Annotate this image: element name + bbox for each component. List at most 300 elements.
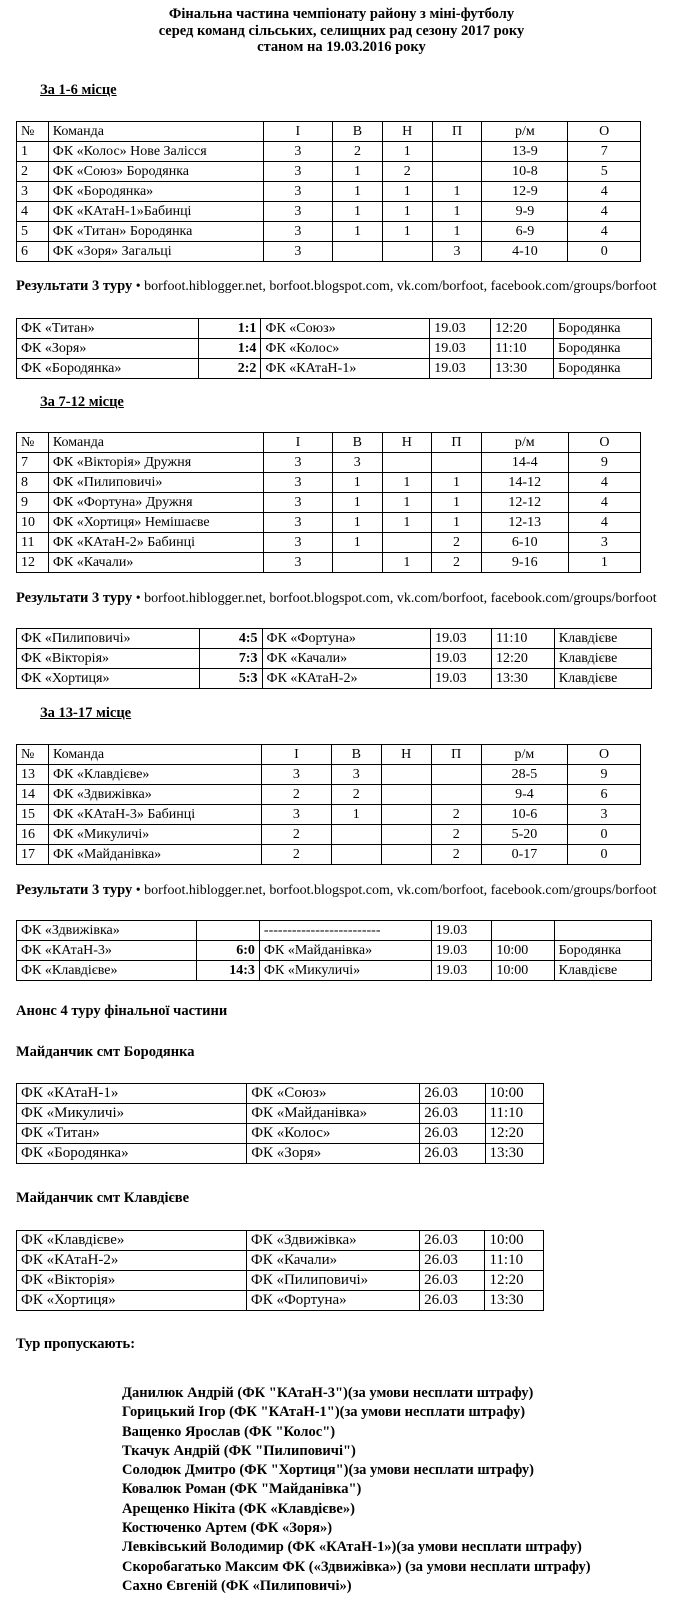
- draws-cell: 1: [382, 513, 432, 533]
- pos-cell: 17: [17, 845, 49, 865]
- team-cell: ФК «Союз» Бородянка: [48, 162, 263, 182]
- draws-cell: [381, 825, 431, 845]
- losses-cell: 1: [432, 473, 482, 493]
- date-cell: 19.03: [431, 629, 492, 649]
- played-cell: 3: [263, 142, 332, 162]
- home-team-cell: ФК «Пилиповичі»: [17, 629, 200, 649]
- team-cell: ФК «КАтаН-3» Бабинці: [48, 805, 261, 825]
- table-row: [17, 162, 641, 182]
- wins-cell: 1: [333, 533, 382, 553]
- away-team-cell: ФК «Зоря»: [247, 1144, 420, 1164]
- group3-results-table: [16, 920, 652, 981]
- played-cell: 2: [262, 845, 332, 865]
- losses-cell: 2: [431, 825, 481, 845]
- fixture-row: [17, 1144, 544, 1164]
- result-row: [17, 339, 652, 359]
- team-cell: ФК «Качали»: [48, 553, 263, 573]
- group2-heading: За 7-12 місце: [40, 394, 124, 410]
- points-cell: 0: [568, 825, 641, 845]
- fixture-row: [17, 1291, 544, 1311]
- points-cell: 3: [568, 805, 641, 825]
- wins-cell: [331, 825, 381, 845]
- team-cell: ФК «Зоря» Загальці: [48, 242, 263, 262]
- wins-cell: 1: [333, 493, 382, 513]
- table-row: [17, 473, 641, 493]
- wins-cell: 1: [333, 202, 383, 222]
- losses-cell: 1: [432, 493, 482, 513]
- draws-cell: 2: [382, 162, 432, 182]
- time-cell: 12:20: [491, 319, 554, 339]
- home-team-cell: ФК «Вікторія»: [17, 1271, 247, 1291]
- goals-cell: 5-20: [481, 825, 567, 845]
- table-row: [17, 513, 641, 533]
- title-line-2: серед команд сільських, селищних рад сезону 2017 року: [158, 22, 525, 39]
- time-cell: 11:10: [485, 1251, 544, 1271]
- pos-cell: 7: [17, 453, 49, 473]
- home-team-cell: ФК «Зоря»: [17, 339, 199, 359]
- home-team-cell: ФК «Вікторія»: [17, 649, 200, 669]
- header-cell: І: [263, 433, 332, 453]
- skip-list-item: Скоробагатько Максим ФК («Здвижівка») (за умови несплати штрафу): [122, 1558, 591, 1575]
- header-cell: П: [432, 122, 482, 142]
- goals-cell: 10-8: [482, 162, 568, 182]
- score-cell: 4:5: [200, 629, 262, 649]
- pos-cell: 9: [17, 493, 49, 513]
- results-label: Результати 3 туру: [16, 882, 133, 898]
- away-team-cell: ФК «Майданівка»: [259, 941, 431, 961]
- venue-cell: Клавдієве: [554, 669, 651, 689]
- draws-cell: 1: [382, 493, 432, 513]
- team-cell: ФК «Микуличі»: [48, 825, 261, 845]
- points-cell: 0: [568, 845, 641, 865]
- team-cell: ФК «Бородянка»: [48, 182, 263, 202]
- losses-cell: [431, 765, 481, 785]
- date-cell: 26.03: [420, 1144, 485, 1164]
- date-cell: 26.03: [420, 1291, 485, 1311]
- header-cell: №: [17, 122, 49, 142]
- team-cell: ФК «Титан» Бородянка: [48, 222, 263, 242]
- score-cell: 2:2: [199, 359, 261, 379]
- pos-cell: 8: [17, 473, 49, 493]
- time-cell: 13:30: [485, 1291, 544, 1311]
- time-cell: 11:10: [491, 339, 554, 359]
- wins-cell: 3: [333, 453, 382, 473]
- venue-cell: Бородянка: [554, 339, 652, 359]
- date-cell: 19.03: [431, 961, 492, 981]
- wins-cell: 1: [333, 222, 383, 242]
- played-cell: 3: [263, 473, 332, 493]
- pos-cell: 2: [17, 162, 49, 182]
- date-cell: 26.03: [420, 1124, 485, 1144]
- points-cell: 9: [568, 765, 641, 785]
- group2-standings-table: [16, 432, 641, 573]
- table-row: [17, 242, 641, 262]
- time-cell: 11:10: [492, 629, 555, 649]
- results-label: Результати 3 туру: [16, 590, 133, 606]
- skip-list-item: Данилюк Андрій (ФК "КАтаН-3")(за умови несплати штрафу): [122, 1385, 534, 1401]
- goals-cell: 6-9: [482, 222, 568, 242]
- skip-list-item: Горицький Ігор (ФК "КАтаН-1")(за умови несплати штрафу): [122, 1404, 526, 1421]
- fixture-row: [17, 1251, 544, 1271]
- draws-cell: 1: [382, 473, 432, 493]
- result-row: [17, 319, 652, 339]
- fixture-row: [17, 1271, 544, 1291]
- played-cell: 2: [262, 825, 332, 845]
- fixture-row: [17, 1231, 544, 1251]
- header-cell: О: [568, 122, 641, 142]
- played-cell: 3: [263, 493, 332, 513]
- points-cell: 4: [568, 222, 641, 242]
- title-line-3: станом на 19.03.2016 року: [257, 39, 426, 55]
- points-cell: 4: [568, 473, 640, 493]
- table-row: [17, 222, 641, 242]
- date-cell: 19.03: [431, 649, 492, 669]
- document-title: [0, 6, 683, 56]
- fixture-row: [17, 1084, 544, 1104]
- wins-cell: [333, 553, 382, 573]
- pos-cell: 6: [17, 242, 49, 262]
- skip-list-item: Ткачук Андрій (ФК "Пилиповичі"): [122, 1442, 356, 1459]
- team-cell: ФК «Вікторія» Дружня: [48, 453, 263, 473]
- group2-results-table: [16, 628, 652, 689]
- date-cell: 26.03: [420, 1084, 485, 1104]
- time-cell: 10:00: [485, 1084, 544, 1104]
- venue-cell: [554, 921, 651, 941]
- home-team-cell: ФК «КАтаН-2»: [17, 1251, 247, 1271]
- header-cell: І: [262, 745, 332, 765]
- date-cell: 26.03: [420, 1104, 485, 1124]
- losses-cell: [432, 142, 482, 162]
- played-cell: 3: [263, 242, 332, 262]
- losses-cell: 2: [432, 533, 482, 553]
- table-row: [17, 182, 641, 202]
- venue-cell: Клавдієве: [554, 961, 651, 981]
- score-cell: 1:4: [199, 339, 261, 359]
- draws-cell: [382, 453, 432, 473]
- score-cell: 6:0: [197, 941, 260, 961]
- team-cell: ФК «Хортиця» Немішаєве: [48, 513, 263, 533]
- home-team-cell: ФК «КАтаН-1»: [17, 1084, 247, 1104]
- goals-cell: 12-12: [481, 493, 568, 513]
- points-cell: 4: [568, 493, 640, 513]
- goals-cell: 12-9: [482, 182, 568, 202]
- draws-cell: [381, 765, 431, 785]
- goals-cell: 6-10: [481, 533, 568, 553]
- results-links: borfoot.hiblogger.net, borfoot.blogspot.com, vk.com/borfoot, facebook.com/groups/borfoot: [144, 591, 657, 606]
- time-cell: 12:20: [485, 1271, 544, 1291]
- team-cell: ФК «Здвижівка»: [48, 785, 261, 805]
- header-cell: В: [331, 745, 381, 765]
- table-row: [17, 142, 641, 162]
- team-cell: ФК «Пилиповичі»: [48, 473, 263, 493]
- header-cell: І: [263, 122, 332, 142]
- goals-cell: 13-9: [482, 142, 568, 162]
- header-row: [17, 122, 641, 142]
- played-cell: 3: [263, 162, 332, 182]
- results-links: borfoot.hiblogger.net, borfoot.blogspot.com, vk.com/borfoot, facebook.com/groups/borfoot: [144, 279, 657, 294]
- away-team-cell: ФК «Колос»: [261, 339, 430, 359]
- goals-cell: 10-6: [481, 805, 567, 825]
- score-cell: 1:1: [199, 319, 261, 339]
- header-cell: П: [432, 433, 482, 453]
- home-team-cell: ФК «Бородянка»: [17, 359, 199, 379]
- points-cell: 4: [568, 513, 640, 533]
- away-team-cell: -------------------------: [259, 921, 431, 941]
- skip-list-item: Арещенко Нікіта (ФК «Клавдієве»): [122, 1500, 355, 1517]
- skip-heading: Тур пропускають:: [16, 1336, 136, 1352]
- date-cell: 26.03: [420, 1271, 485, 1291]
- wins-cell: 1: [331, 805, 381, 825]
- table-row: [17, 553, 641, 573]
- away-team-cell: ФК «Качали»: [246, 1251, 419, 1271]
- venue1-heading: Майданчик смт Бородянка: [16, 1044, 195, 1060]
- losses-cell: [432, 162, 482, 182]
- wins-cell: 1: [333, 513, 382, 533]
- pos-cell: 1: [17, 142, 49, 162]
- result-row: [17, 941, 652, 961]
- played-cell: 3: [263, 453, 332, 473]
- group2-results-label: [16, 590, 657, 607]
- group3-results-label: [16, 882, 657, 899]
- played-cell: 3: [263, 533, 332, 553]
- played-cell: 3: [263, 513, 332, 533]
- pos-cell: 4: [17, 202, 49, 222]
- goals-cell: 14-4: [481, 453, 568, 473]
- wins-cell: 1: [333, 182, 383, 202]
- away-team-cell: ФК «Союз»: [247, 1084, 420, 1104]
- wins-cell: 2: [331, 785, 381, 805]
- date-cell: 19.03: [431, 921, 492, 941]
- points-cell: 0: [568, 242, 641, 262]
- time-cell: 10:00: [492, 961, 554, 981]
- home-team-cell: ФК «Хортиця»: [17, 669, 200, 689]
- draws-cell: 1: [382, 202, 432, 222]
- pos-cell: 14: [17, 785, 49, 805]
- skip-list: [122, 1384, 591, 1596]
- header-cell: Команда: [48, 745, 261, 765]
- losses-cell: 2: [432, 553, 482, 573]
- home-team-cell: ФК «Титан»: [17, 1124, 247, 1144]
- venue2-heading: Майданчик смт Клавдієве: [16, 1190, 190, 1206]
- skip-list-item: Костюченко Артем (ФК «Зоря»): [122, 1520, 333, 1537]
- header-cell: Н: [382, 433, 432, 453]
- draws-cell: 1: [382, 222, 432, 242]
- points-cell: 9: [568, 453, 640, 473]
- group3-standings-table: [16, 744, 641, 865]
- time-cell: 11:10: [485, 1104, 544, 1124]
- header-cell: Команда: [48, 122, 263, 142]
- away-team-cell: ФК «Микуличі»: [259, 961, 431, 981]
- header-cell: №: [17, 745, 49, 765]
- table-row: [17, 785, 641, 805]
- bullet: •: [135, 883, 141, 898]
- played-cell: 3: [263, 553, 332, 573]
- away-team-cell: ФК «Пилиповичі»: [246, 1271, 419, 1291]
- pos-cell: 10: [17, 513, 49, 533]
- bullet: •: [135, 279, 141, 294]
- header-cell: В: [333, 122, 383, 142]
- bullet: •: [135, 591, 141, 606]
- points-cell: 1: [568, 553, 640, 573]
- wins-cell: 1: [333, 162, 383, 182]
- score-cell: [197, 921, 260, 941]
- points-cell: 4: [568, 202, 641, 222]
- pos-cell: 5: [17, 222, 49, 242]
- score-cell: 7:3: [200, 649, 262, 669]
- away-team-cell: ФК «Здвижівка»: [246, 1231, 419, 1251]
- skip-list-item: Левківський Володимир (ФК «КАтаН-1»)(за умови несплати штрафу): [122, 1539, 582, 1556]
- table-row: [17, 845, 641, 865]
- result-row: [17, 669, 652, 689]
- team-cell: ФК «КАтаН-1»Бабинці: [48, 202, 263, 222]
- group3-heading: За 13-17 місце: [40, 705, 132, 721]
- wins-cell: [331, 845, 381, 865]
- header-cell: Команда: [48, 433, 263, 453]
- goals-cell: 0-17: [481, 845, 567, 865]
- header-cell: р/м: [481, 433, 568, 453]
- header-cell: В: [333, 433, 382, 453]
- skip-list-item: Ковалюк Роман (ФК "Майданівка"): [122, 1481, 362, 1498]
- home-team-cell: ФК «Здвижівка»: [17, 921, 197, 941]
- table-row: [17, 493, 641, 513]
- draws-cell: 1: [382, 553, 432, 573]
- away-team-cell: ФК «Фортуна»: [262, 629, 431, 649]
- home-team-cell: ФК «Титан»: [17, 319, 199, 339]
- time-cell: 13:30: [485, 1144, 544, 1164]
- draws-cell: [381, 785, 431, 805]
- fixture-row: [17, 1104, 544, 1124]
- home-team-cell: ФК «КАтаН-3»: [17, 941, 197, 961]
- header-cell: О: [568, 745, 641, 765]
- away-team-cell: ФК «КАтаН-2»: [262, 669, 431, 689]
- table-row: [17, 765, 641, 785]
- skip-list-item: Солодюк Дмитро (ФК "Хортиця")(за умови несплати штрафу): [122, 1462, 534, 1479]
- venue-cell: Клавдієве: [554, 649, 651, 669]
- team-cell: ФК «КАтаН-2» Бабинці: [48, 533, 263, 553]
- away-team-cell: ФК «Союз»: [261, 319, 430, 339]
- pos-cell: 15: [17, 805, 49, 825]
- played-cell: 3: [263, 202, 332, 222]
- result-row: [17, 359, 652, 379]
- home-team-cell: ФК «Микуличі»: [17, 1104, 247, 1124]
- result-row: [17, 921, 652, 941]
- table-row: [17, 202, 641, 222]
- header-cell: Н: [381, 745, 431, 765]
- venue2-fixtures-table: [16, 1230, 544, 1311]
- date-cell: 26.03: [420, 1251, 485, 1271]
- team-cell: ФК «Фортуна» Дружня: [48, 493, 263, 513]
- time-cell: 10:00: [492, 941, 554, 961]
- played-cell: 3: [262, 765, 332, 785]
- pos-cell: 11: [17, 533, 49, 553]
- time-cell: [492, 921, 554, 941]
- result-row: [17, 649, 652, 669]
- header-cell: р/м: [481, 745, 567, 765]
- played-cell: 3: [263, 222, 332, 242]
- away-team-cell: ФК «Качали»: [262, 649, 431, 669]
- skip-list-item: Сахно Євгеній (ФК «Пилиповичі»): [122, 1577, 352, 1594]
- group1-standings-table: [16, 121, 641, 262]
- pos-cell: 3: [17, 182, 49, 202]
- draws-cell: [382, 533, 432, 553]
- header-row: [17, 745, 641, 765]
- venue-cell: Бородянка: [554, 941, 651, 961]
- losses-cell: 3: [432, 242, 482, 262]
- announce-heading: Анонс 4 туру фінальної частини: [16, 1003, 228, 1019]
- goals-cell: 28-5: [481, 765, 567, 785]
- played-cell: 2: [262, 785, 332, 805]
- result-row: [17, 961, 652, 981]
- wins-cell: 1: [333, 473, 382, 493]
- losses-cell: 2: [431, 845, 481, 865]
- losses-cell: 1: [432, 222, 482, 242]
- pos-cell: 13: [17, 765, 49, 785]
- score-cell: 14:3: [197, 961, 260, 981]
- date-cell: 19.03: [430, 339, 491, 359]
- group1-results-table: [16, 318, 652, 379]
- venue1-fixtures-table: [16, 1083, 544, 1164]
- header-cell: р/м: [482, 122, 568, 142]
- draws-cell: [382, 242, 432, 262]
- home-team-cell: ФК «Клавдієве»: [17, 1231, 247, 1251]
- losses-cell: [431, 785, 481, 805]
- team-cell: ФК «Колос» Нове Залісся: [48, 142, 263, 162]
- losses-cell: 1: [432, 202, 482, 222]
- away-team-cell: ФК «КАтаН-1»: [261, 359, 430, 379]
- home-team-cell: ФК «Хортиця»: [17, 1291, 247, 1311]
- time-cell: 12:20: [485, 1124, 544, 1144]
- team-cell: ФК «Клавдієве»: [48, 765, 261, 785]
- table-row: [17, 825, 641, 845]
- points-cell: 7: [568, 142, 641, 162]
- date-cell: 26.03: [420, 1231, 485, 1251]
- losses-cell: 1: [432, 182, 482, 202]
- pos-cell: 12: [17, 553, 49, 573]
- away-team-cell: ФК «Майданівка»: [247, 1104, 420, 1124]
- venue-cell: Клавдієве: [554, 629, 651, 649]
- away-team-cell: ФК «Фортуна»: [246, 1291, 419, 1311]
- group1-heading: За 1-6 місце: [40, 82, 117, 98]
- goals-cell: 9-4: [481, 785, 567, 805]
- points-cell: 5: [568, 162, 641, 182]
- played-cell: 3: [263, 182, 332, 202]
- points-cell: 6: [568, 785, 641, 805]
- home-team-cell: ФК «Бородянка»: [17, 1144, 247, 1164]
- table-row: [17, 533, 641, 553]
- skip-list-item: Ващенко Ярослав (ФК "Колос"): [122, 1423, 336, 1440]
- fixture-row: [17, 1124, 544, 1144]
- losses-cell: 1: [432, 513, 482, 533]
- time-cell: 10:00: [485, 1231, 544, 1251]
- header-cell: П: [431, 745, 481, 765]
- result-row: [17, 629, 652, 649]
- draws-cell: 1: [382, 142, 432, 162]
- score-cell: 5:3: [200, 669, 262, 689]
- header-row: [17, 433, 641, 453]
- venue-cell: Бородянка: [554, 319, 652, 339]
- date-cell: 19.03: [430, 319, 491, 339]
- goals-cell: 12-13: [481, 513, 568, 533]
- played-cell: 3: [262, 805, 332, 825]
- team-cell: ФК «Майданівка»: [48, 845, 261, 865]
- header-cell: №: [17, 433, 49, 453]
- results-label: Результати 3 туру: [16, 278, 133, 294]
- goals-cell: 9-9: [482, 202, 568, 222]
- points-cell: 4: [568, 182, 641, 202]
- points-cell: 3: [568, 533, 640, 553]
- time-cell: 12:20: [492, 649, 555, 669]
- results-links: borfoot.hiblogger.net, borfoot.blogspot.com, vk.com/borfoot, facebook.com/groups/borfoot: [144, 883, 657, 898]
